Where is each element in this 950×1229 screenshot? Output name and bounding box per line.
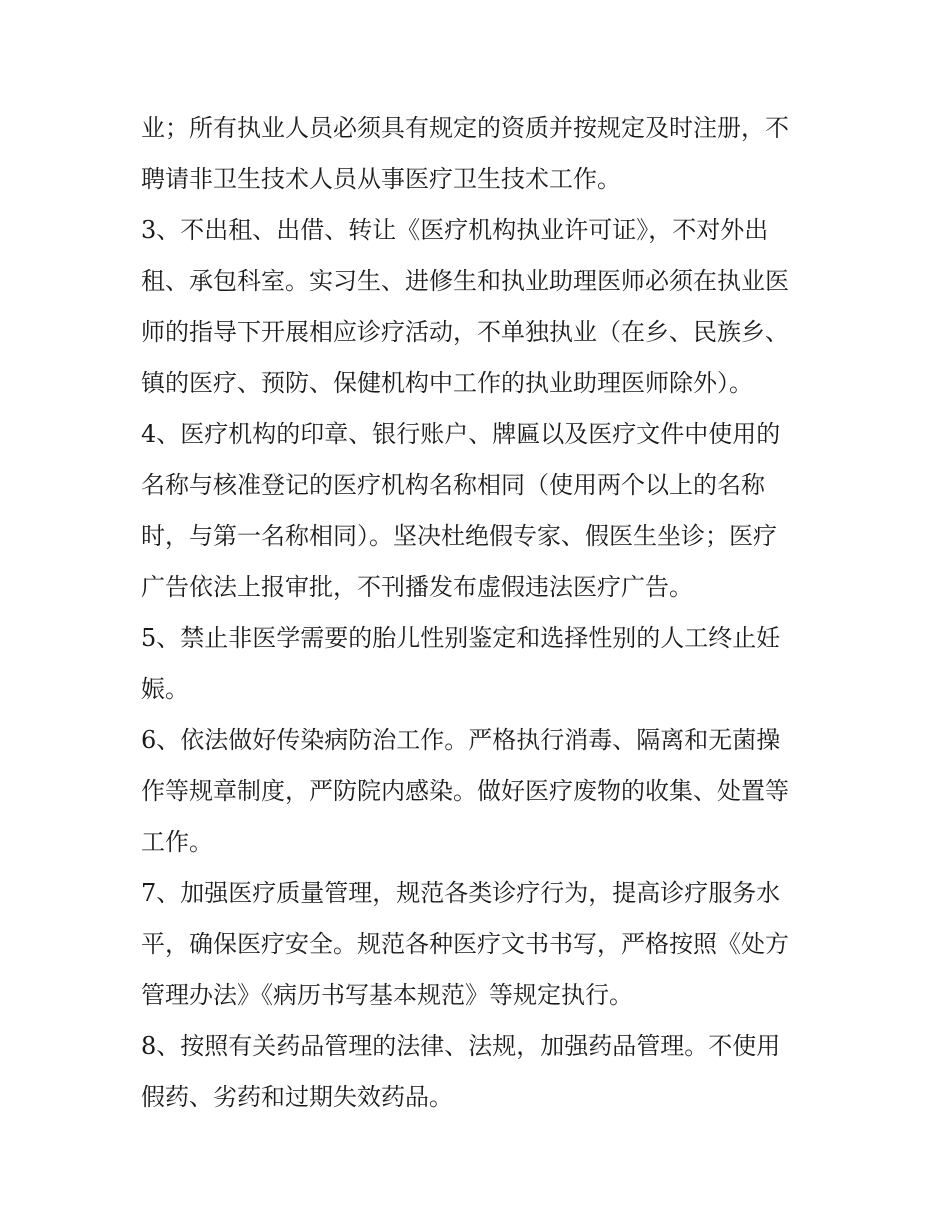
text-line: 5、禁止非医学需要的胎儿性别鉴定和选择性别的人工终止妊 (141, 624, 781, 652)
text-line: 娠。 (141, 675, 189, 703)
text-line: 广告依法上报审批，不刊播发布虚假违法医疗广告。 (141, 573, 693, 601)
text-line: 管理办法》《病历书写基本规范》等规定执行。 (141, 981, 633, 1009)
text-line: 8、按照有关药品管理的法律、法规，加强药品管理。不使用 (141, 1032, 781, 1060)
text-line: 名称与核准登记的医疗机构名称相同（使用两个以上的名称 (141, 471, 765, 499)
text-line: 3、不出租、出借、转让《医疗机构执业许可证》，不对外出 (141, 216, 769, 244)
text-line: 平，确保医疗安全。规范各种医疗文书书写，严格按照《处方 (141, 930, 789, 958)
text-line: 工作。 (141, 828, 213, 856)
text-line: 4、医疗机构的印章、银行账户、牌匾以及医疗文件中使用的 (141, 420, 781, 448)
text-line: 假药、劣药和过期失效药品。 (141, 1083, 453, 1111)
document-body (141, 103, 821, 1123)
text-line: 租、承包科室。实习生、进修生和执业助理医师必须在执业医 (141, 267, 789, 295)
text-line: 时，与第一名称相同）。坚决杜绝假专家、假医生坐诊；医疗 (141, 522, 777, 550)
text-line: 聘请非卫生技术人员从事医疗卫生技术工作。 (141, 165, 621, 193)
text-line: 作等规章制度，严防院内感染。做好医疗废物的收集、处置等 (141, 777, 789, 805)
text-line: 师的指导下开展相应诊疗活动，不单独执业（在乡、民族乡、 (141, 318, 789, 346)
text-line: 7、加强医疗质量管理，规范各类诊疗行为，提高诊疗服务水 (141, 879, 781, 907)
text-line: 业；所有执业人员必须具有规定的资质并按规定及时注册，不 (141, 114, 789, 142)
text-line: 镇的医疗、预防、保健机构中工作的执业助理医师除外）。 (141, 369, 753, 397)
text-line: 6、依法做好传染病防治工作。严格执行消毒、隔离和无菌操 (141, 726, 781, 754)
